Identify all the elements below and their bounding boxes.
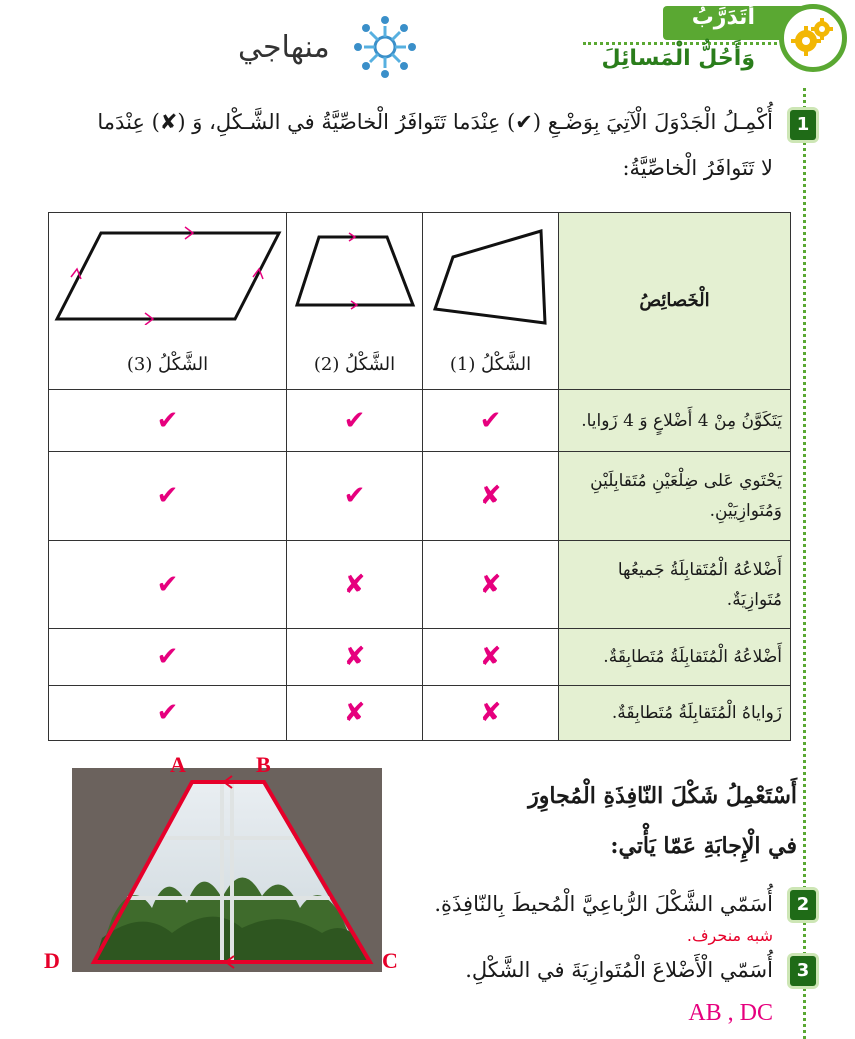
window-intro-line1: أَسْتَعْمِلُ شَكْلَ النّافِذَةِ الْمُجاوِرَ [528, 783, 797, 809]
mark-cell: ✔ [49, 686, 287, 741]
mark-cell: ✔ [287, 390, 423, 452]
mark-cell: ✘ [287, 629, 423, 686]
shape-1-cell [423, 213, 559, 390]
question-1-text-line1: أُكْمِـلُ الْجَدْوَلَ الْآتِيَ بِوَضْـعِ (✔) عِنْدَما تَتَوافَرُ الْخاصِّيَّةُ في الشَّـكْلِ، وَ (✘) عِنْدَما [97, 110, 773, 134]
properties-header: الْخَصائِصُ [559, 213, 791, 390]
table-row [49, 452, 791, 541]
brand-emblem-icon [350, 12, 420, 82]
mark-cell: ✔ [49, 390, 287, 452]
mark-cell: ✘ [423, 452, 559, 541]
vertex-label-c: C [382, 948, 398, 973]
vertex-label-b: B [256, 752, 271, 777]
vertex-label-d: D [44, 948, 60, 973]
table-row [49, 390, 791, 452]
trapezoid-shape [293, 231, 417, 315]
brand-name: منهاجي [238, 30, 330, 65]
section-subtitle: وَأَحُلُّ الْمَسائِلَ [601, 46, 755, 71]
table-header-row [49, 213, 791, 390]
mark-cell: ✘ [423, 629, 559, 686]
question-number-2: 2 [790, 890, 816, 920]
shape-2-cell [287, 213, 423, 390]
question-3-text: أُسَمّي الْأَضْلاعَ الْمُتَوازِيَةَ في الشَّكْلِ. [465, 958, 773, 982]
mark-cell: ✔ [423, 390, 559, 452]
vertex-label-a: A [170, 752, 186, 777]
mark-cell: ✔ [49, 541, 287, 629]
question-2-text: أُسَمّي الشَّكْلَ الرُّباعِيَّ الْمُحيطَ بِالنّافِذَةِ. [434, 892, 773, 916]
mark-cell: ✔ [287, 452, 423, 541]
mark-cell: ✘ [287, 686, 423, 741]
section-header [583, 0, 855, 88]
question-3-answer: AB , DC [688, 1000, 773, 1026]
trapezoid-outline [72, 764, 392, 980]
table-row [49, 629, 791, 686]
shape-1-label: الشَّكْلُ (1) [449, 354, 532, 375]
mark-cell: ✔ [49, 452, 287, 541]
property-cell: يَحْتَوي عَلى ضِلْعَيْنِ مُتَقابِلَيْنِ وَمُتَوازِيَيْنِ. [559, 452, 791, 541]
table-row [49, 541, 791, 629]
mark-cell: ✘ [423, 686, 559, 741]
brand-logo [238, 12, 438, 84]
section-title: أَتَدَرَّبُ [691, 5, 755, 30]
header-divider [583, 42, 783, 45]
question-number-1: 1 [790, 110, 816, 140]
shape-3-label: الشَّكْلُ (3) [126, 354, 209, 375]
quadrilateral-shape [431, 227, 551, 327]
property-cell: أَضْلاعُهُ الْمُتَقابِلَةُ جَميعُها مُتَوازِيَةٌ. [559, 541, 791, 629]
property-cell: زَواياهُ الْمُتَقابِلَةُ مُتَطابِقَةٌ. [559, 686, 791, 741]
property-cell: أَضْلاعُهُ الْمُتَقابِلَةُ مُتَطابِقَةٌ. [559, 629, 791, 686]
window-intro-line2: في الْإِجابَةِ عَمّا يَأْتي: [610, 833, 797, 859]
table-row [49, 686, 791, 741]
gears-icon [779, 4, 847, 72]
shape-2-label: الشَّكْلُ (2) [313, 354, 396, 375]
shape-3-cell [49, 213, 287, 390]
mark-cell: ✘ [287, 541, 423, 629]
mark-cell: ✘ [423, 541, 559, 629]
question-number-3: 3 [790, 956, 816, 986]
question-1-text-line2: لا تَتَوافَرُ الْخاصِّيَّةُ: [622, 156, 773, 180]
mark-cell: ✔ [49, 629, 287, 686]
property-cell: يَتَكَوَّنُ مِنْ 4 أَضْلاعٍ وَ 4 زَوايا. [559, 390, 791, 452]
question-2-answer: شبه منحرف. [686, 926, 773, 945]
parallelogram-shape [53, 221, 283, 325]
properties-table [48, 212, 791, 741]
